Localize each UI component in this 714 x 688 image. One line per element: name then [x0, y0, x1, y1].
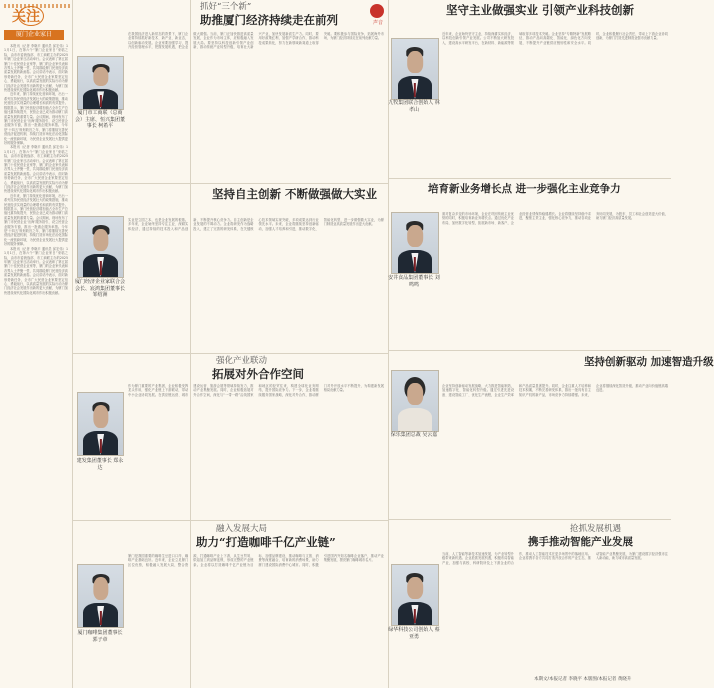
article-kicker: 强化产业联动	[216, 356, 268, 366]
portrait-caption: 建发集团董事长 郑永达	[76, 458, 124, 471]
portrait-caption: 保乐集团总裁 吴云嘉	[390, 432, 438, 438]
portrait-caption: 厦门市工商联（总商会）主席、恒兴集团董事长 柯希平	[75, 110, 126, 129]
article-headline: 坚持自主创新 不断做强做大实业	[212, 187, 378, 201]
newspaper-logo-icon	[370, 4, 384, 18]
portrait-caption: 厦门咖啡集团董事长 郭子章	[77, 630, 123, 643]
article-body: 面对复杂多变的市场环境，企业在巩固传统主业优势的同时，积极培育新业务增长点。通过优化产业布局，加快数字化转型，拓展新市场、新客户，企业经营业绩保持稳健增长。企业将继续坚持稳中求进，聚焦主责主业，强化核心竞争力，推动各项业务协同发展，为股东、员工和社会创造更大价值，助力厦门经济高质量发展。	[442, 212, 668, 225]
section-rule	[389, 350, 671, 351]
section-rule	[389, 178, 671, 179]
article-headline: 培育新业务增长点 进一步强化主业竞争力	[428, 183, 621, 195]
article-kicker: 抓好“三个新”	[200, 2, 252, 12]
badge-text: 关注	[12, 9, 40, 25]
lead-body: 近年来，厦门持续优化营商环境，出台一系列支持民营经济发展壮大的政策措施，推动民营经济实现量的合理增长和质的有效提升。数据显示，厦门民营经济增加值占全市生产总值比重持续提升，民营企业已成为推动厦门高质量发展的重要力量。会议期间，现场发布了厦门市民营企业‘出海’服务指引，设立民营企业服务专窗，推出一批惠企服务举措。今年是‘十四五’规划收官之年，厦门将继续完善民营经济促进机制，持续打造市场化法治化国际化一流营商环境，为民营企业发展壮大提供更好的服务保障。	[4, 92, 68, 145]
portrait-caption: 绿华科技公司创始人 蔡亚勇	[388, 627, 440, 640]
article-body: 实业是立国之本，也是企业发展的根基。多年来，企业始终坚持专注主业、深耕实体经济，通过持续的技术投入和产品创新，不断提升核心竞争力。自主创新是企业发展的不竭动力。企业将研发作为战略投入，建立了完善的研发体系，在关键核心技术领域实现突破，多项成果达到行业领先水平。未来，企业将继续坚持创新驱动，加强人才培养和引进，推动数字化、智能化转型，进一步做强做大实业，为厦门制造业高质量发展作出更大贡献。	[128, 218, 384, 231]
portrait-caption: 九牧集团联合创始人 林孝山	[388, 100, 440, 113]
section-label: 厦门企业家日	[4, 30, 64, 40]
article-body: 近年来，企业始终坚守主业，持续深耕实体经济，以科技创新引领产业发展。公司不断加大研发投入，建设高水平研发平台，在新材料、新能源等领域取得多项技术突破。企业坚持“专精特新”发展路径，推动产品向高端化、智能化、绿色化方向发展，不断提升产业链供应链韧性和安全水平。同时，企业积极履行社会责任，带动上下游企业协同创新，为厦门打造先进制造业强市贡献力量。	[442, 32, 668, 45]
article-headline: 坚守主业做强实业 引领产业科技创新	[446, 3, 635, 17]
article-kicker: 抢抓发展机遇	[570, 524, 622, 534]
portrait-photo	[391, 370, 439, 432]
article-body: 在我国经济进入新常态的背景下，厦门企业要持续抓好新技术、新产业、新业态，以创新驱动发展。企业家要加强学习，提升经营管理水平，把握发展机遇，把企业做大做强。当前，厦门正加快推进高质量发展，企业作为市场主体，应积极融入发展大局。要坚持以科技创新引领产业创新，推动传统产业转型升级，培育壮大新兴产业，加快发展新质生产力。同时，要用好政策红利，加强产学研合作，推动科技成果转化，努力在新领域新赛道上取得突破。要积极参与国际竞争，拓展海外市场，为厦门经济持续走在前列贡献力量。	[128, 32, 384, 50]
section-rule	[73, 183, 388, 184]
lead-body-cont3: 本报讯（记者 李晓平 通讯员 邱宏伟）11月1日，在第六个“厦门企业家日”来临之际，由市市委统战部、市工商联主办的2025年厦门企业家日活动举行。会议表彰了第五届厦门十佳民营企业家等，厦门的企业家代表和各界人士齐聚一堂，共同描绘厦门民营经济高质量发展的新画卷。会议讲话中表示，面对新形势新任务，全市广大民营企业家要坚定信心、勇毅前行，以高质量发展的实际行动为厦门经济社会发展作出新的更大贡献，为厦门加快建设现代化国际化城市作出积极贡献。	[4, 246, 68, 295]
article-headline: 助力“打造咖啡千亿产业链”	[196, 535, 336, 549]
logo-label: 声音	[372, 20, 383, 26]
portrait-photo	[77, 216, 124, 278]
section-rule	[73, 353, 388, 354]
article-body: 企业坚持创新驱动发展战略，大力推进智能制造，加速数字化、智能化转型升级。通过引进先进设备、建设智能工厂、优化生产流程，企业生产效率和产品质量显著提升。同时，企业注重人才培养和技术积累，不断完善研发体系，推出一批具有自主知识产权的新产品，市场竞争力持续增强。未来，企业将继续深化智造升级，推动产业向价值链高端迈进。	[442, 384, 668, 397]
masthead-badge	[12, 6, 46, 30]
section-rule	[73, 520, 388, 521]
portrait-photo	[391, 564, 439, 626]
portrait-photo	[77, 564, 124, 628]
section-rule	[389, 519, 671, 520]
lead-story	[4, 44, 68, 684]
article-headline: 拓展对外合作空间	[212, 367, 304, 381]
lead-body-cont: 本报讯（记者 李晓平 通讯员 邱宏伟）11月1日，在第六个“厦门企业家日”来临之际，由市市委统战部、市工商联主办的2025年厦门企业家日活动举行。会议表彰了第五届厦门十佳民营企业家等，厦门的企业家代表和各界人士齐聚一堂，共同描绘厦门民营经济高质量发展的新画卷。会议讲话中表示，面对新形势新任务，全市广大民营企业家要坚定信心、勇毅前行，以高质量发展的实际行动为厦门经济社会发展作出新的更大贡献，为厦门加快建设现代化国际化城市作出积极贡献。	[4, 145, 68, 194]
column-rule	[72, 0, 73, 688]
article-body: 作为厦门重要的产业集团，企业积极发挥龙头作用，强化产业链上下游联动，带动中小企业协同发展。在供应链运营、城市建设运营、旅游会展等领域持续发力，推动产业集聚发展。同时，企业积极拓展对外合作空间，深化与“一带一路”沿线国家和地区的经贸往来，构建全球化业务网络，提升国际竞争力。下一步，企业将继续服务国家战略，深化对外合作，推动厦门对外开放水平不断提升，为构建新发展格局贡献力量。	[128, 384, 384, 397]
portrait-photo	[77, 392, 124, 456]
article-body: 当前，人工智能等新技术加速发展，为产业转型升级带来新机遇。企业抢抓发展机遇，积极布局智能产业，加强与高校、科研院所及上下游企业的合作，推动人工智能技术在更多场景中的落地应用。企业将携手各方共同打造开放合作的产业生态，推动智能产业集聚发展，为厦门建设数字经济强市注入新动能，助力城市高质量发展。	[442, 552, 668, 565]
portrait-caption: 安井食品集团董事长 刘鸣鸣	[388, 275, 440, 288]
article-headline: 携手推动智能产业发展	[528, 536, 633, 548]
lead-body-cont2: 近年来，厦门持续优化营商环境，出台一系列支持民营经济发展壮大的政策措施，推动民营经济实现量的合理增长和质的有效提升。数据显示，厦门民营经济增加值占全市生产总值比重持续提升，民营企业已成为推动厦门高质量发展的重要力量。会议期间，现场发布了厦门市民营企业‘出海’服务指引，设立民营企业服务专窗，推出一批惠企服务举措。今年是‘十四五’规划收官之年，厦门将继续完善民营经济促进机制，持续打造市场化法治化国际化一流营商环境，为民营企业发展壮大提供更好的服务保障。	[4, 193, 68, 247]
portrait-photo	[77, 56, 124, 110]
lead-paragraph: 本报讯（记者 李晓平 通讯员 邱宏伟）11月1日，在第六个“厦门企业家日”来临之际，由市市委统战部、市工商联主办的2025年厦门企业家日活动举行。会议表彰了第五届厦门十佳民营企业家等，厦门的企业家代表和各界人士齐聚一堂，共同描绘厦门民营经济高质量发展的新画卷。会议讲话中表示，面对新形势新任务，全市广大民营企业家要坚定信心、勇毅前行，以高质量发展的实际行动为厦门经济社会发展作出新的更大贡献，为厦门加快建设现代化国际化城市作出积极贡献。	[4, 44, 68, 93]
article-body: 厦门是我国重要的咖啡生豆进口口岸，咖啡产业基础良好。近年来，企业立足厦门区位优势，积极融入发展大局，整合资源，打通咖啡产业上下游，从生豆贸易、烘焙加工到品牌连锁，形成完整的产业链条。企业将以打造咖啡千亿产业链为目标，加强品牌建设，推动咖啡与文旅、消费等深度融合，培育新的消费场景，助力厦门建设国际消费中心城市。同时，积极引进国内外知名咖啡企业落户，推动产业集聚发展，擦亮厦门咖啡城市名片。	[128, 554, 384, 567]
portrait-caption: 厦门经济企业家联合会会长、宸鸿集团董事长 邹绍洲	[75, 279, 126, 298]
byline-footer: 本期文/本报记者 李晓平 本版图/本报记者 黄晓升	[534, 677, 632, 682]
portrait-photo	[391, 212, 439, 274]
article-headline: 坚持创新驱动 加速智造升级	[584, 356, 714, 368]
portrait-photo	[391, 38, 439, 100]
article-headline: 助推厦门经济持续走在前列	[200, 13, 338, 27]
article-kicker: 融入发展大局	[216, 524, 268, 534]
